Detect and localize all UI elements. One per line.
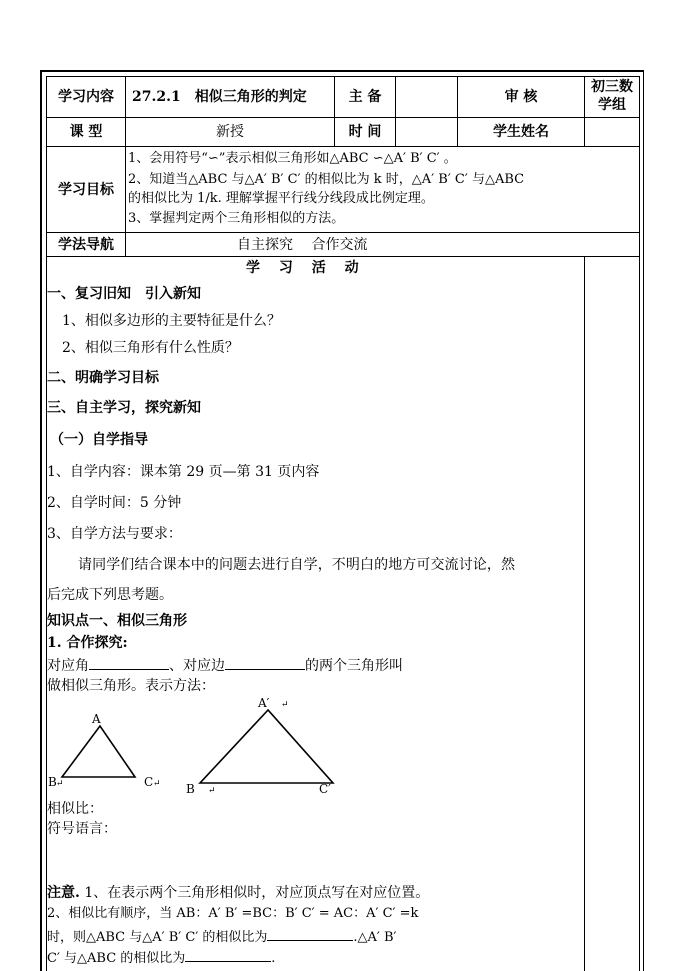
label-small-a: A bbox=[92, 712, 101, 726]
similarity-ratio-label: 相似比： bbox=[47, 801, 103, 817]
blank-ratio-2[interactable] bbox=[185, 947, 271, 962]
label-method: 学法导航 bbox=[58, 237, 114, 253]
guide-item-2: 2、自学时间：5 分钟 bbox=[47, 495, 182, 511]
label-small-c: C bbox=[144, 775, 154, 789]
label-small-b: B bbox=[48, 775, 57, 789]
knowledge-point-1: 知识点一、相似三角形 bbox=[47, 613, 187, 629]
note-text-1: 1、在表示两个三角形相似时，对应顶点写在对应位置。 bbox=[79, 885, 430, 901]
label-large-b: B bbox=[186, 782, 195, 796]
symbol-language-label: 符号语言： bbox=[47, 821, 117, 837]
note4-post: . bbox=[271, 951, 276, 966]
mark-icon: ↵ bbox=[153, 779, 161, 789]
label-student: 学生姓名 bbox=[493, 124, 549, 140]
note4-pre: C′ 与△ABC 的相似比为 bbox=[47, 951, 186, 966]
label-objectives: 学习目标 bbox=[58, 182, 114, 198]
note-line-3 bbox=[47, 926, 397, 947]
cooperative-explore: 1. 合作探究: bbox=[47, 635, 128, 651]
note-line-2: 2、相似比有顺序，当 AB：A′ B′ =BC：B′ C′ = AC：A′ C′ =k bbox=[47, 906, 419, 921]
note3-pre: 时，则△ABC 与△A′ B′ C′ 的相似比为 bbox=[47, 930, 268, 945]
small-triangle bbox=[62, 726, 135, 777]
label-type: 课 型 bbox=[69, 124, 103, 140]
note-line-4 bbox=[47, 947, 275, 968]
paragraph-line-1: 请同学们结合课本中的问题去进行自学，不明白的地方可交流讨论，然 bbox=[78, 557, 516, 573]
mark-icon: ↵ bbox=[208, 786, 216, 796]
blank-ratio-1[interactable] bbox=[267, 926, 353, 941]
note-line-1 bbox=[47, 884, 429, 902]
label-content: 学习内容 bbox=[58, 89, 114, 105]
label-prepare: 主 备 bbox=[348, 89, 382, 105]
fill-mid: 、对应边 bbox=[169, 658, 225, 674]
label-large-a: A′ bbox=[258, 696, 270, 710]
paragraph-line-2: 后完成下列思考题。 bbox=[47, 587, 173, 603]
activity-title: 学 习 活 动 bbox=[246, 260, 359, 276]
label-large-c: C′ bbox=[319, 782, 331, 796]
blank-sides[interactable] bbox=[225, 655, 305, 670]
section-3: 三、自主学习，探究新知 bbox=[47, 400, 201, 416]
blank-angles[interactable] bbox=[89, 655, 169, 670]
mark-icon: ↵ bbox=[281, 700, 289, 710]
mark-icon: ↵ bbox=[56, 779, 64, 789]
topic: 27.2.1 相似三角形的判定 bbox=[132, 89, 307, 105]
note3-post: .△A′ B′ bbox=[353, 930, 397, 945]
objective-3: 3、掌握判定两个三角形相似的方法。 bbox=[128, 211, 345, 226]
objective-2b: 的相似比为 1/k. 理解掌握平行线分线段成比例定理。 bbox=[128, 191, 434, 206]
note-label: 注意. bbox=[47, 885, 80, 901]
triangles-figure bbox=[40, 690, 400, 805]
objective-1: 1、会用符号“∽”表示相似三角形如△ABC ∽△A′ B′ C′ 。 bbox=[128, 151, 457, 166]
fill-post: 的两个三角形叫 bbox=[305, 658, 403, 674]
type-value: 新授 bbox=[216, 124, 244, 140]
objective-2a: 2、知道当△ABC 与△A′ B′ C′ 的相似比为 k 时，△A′ B′ C′ 与△ABC bbox=[128, 172, 525, 187]
guide-item-1: 1、自学内容：课本第 29 页—第 31 页内容 bbox=[47, 464, 320, 480]
question-2: 2、相似三角形有什么性质？ bbox=[62, 340, 239, 356]
label-time: 时 间 bbox=[348, 124, 382, 140]
section-2: 二、明确学习目标 bbox=[47, 370, 159, 386]
fill-pre: 对应角 bbox=[47, 658, 89, 674]
method-value: 自主探究 合作交流 bbox=[237, 237, 368, 253]
question-1: 1、相似多边形的主要特征是什么？ bbox=[62, 313, 281, 329]
subsection-guide: （一）自学指导 bbox=[50, 432, 148, 448]
large-triangle bbox=[200, 710, 333, 783]
fill-line-1 bbox=[47, 655, 403, 675]
section-1: 一、复习旧知 引入新知 bbox=[47, 286, 201, 302]
fill-line-2: 做相似三角形。表示方法： bbox=[47, 678, 215, 694]
label-review: 审 核 bbox=[504, 89, 538, 105]
group: 初三数学组 bbox=[591, 79, 633, 113]
guide-item-3: 3、自学方法与要求： bbox=[47, 526, 182, 542]
